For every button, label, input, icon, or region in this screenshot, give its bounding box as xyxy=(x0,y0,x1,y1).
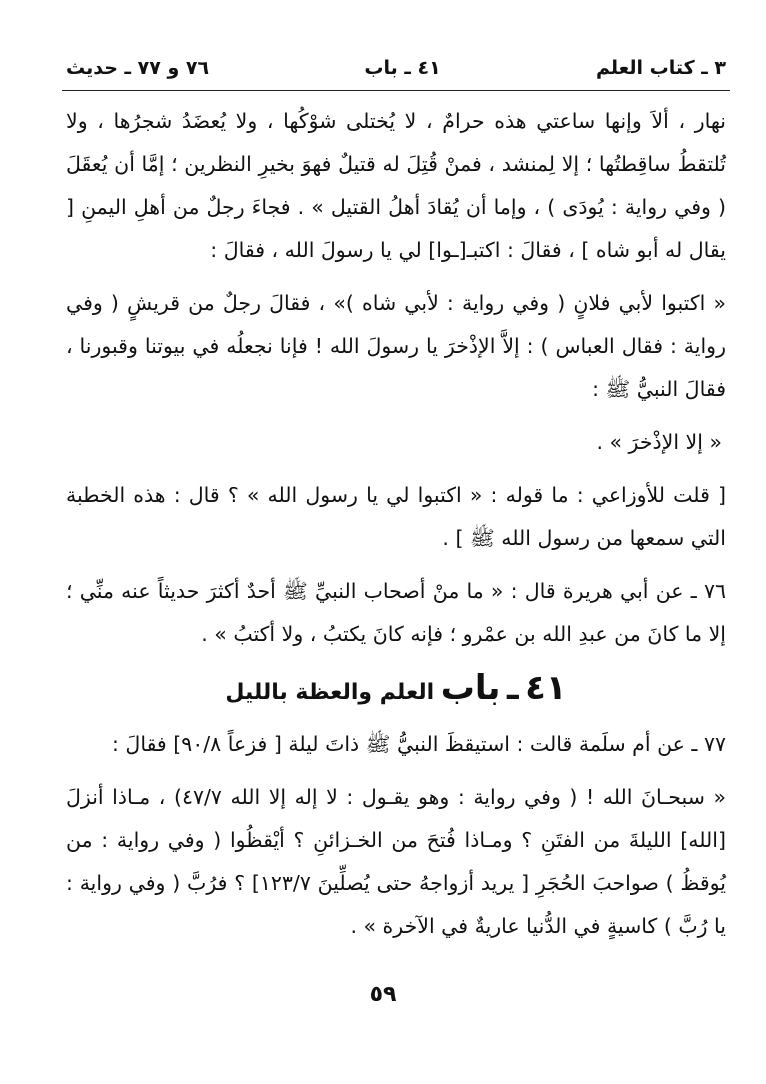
chapter-bab: باب xyxy=(440,668,501,708)
header-chapter: ٤١ ـ باب xyxy=(364,57,441,79)
paragraph-3: « إلا الإذْخرَ » . xyxy=(596,430,722,454)
paragraph-2: « اكتبوا لأبي فلانٍ ( وفي رواية : لأبي شاه )» ، فقالَ رجلٌ من قريشٍ ( وفي رواية : فقال العباس ) : إلاَّ الإذْخرَ يا رسولَ الله ! فإنا نجعلُه في بيوتنا وقبورنا ، فقالَ النبيُّ ﷺ : xyxy=(66,291,726,401)
paragraph-1: نهار ، ألاَ وإنها ساعتي هذه حرامٌ ، لا يُختلى شوْكُها ، ولا يُعضَدُ شجرُها ، ولا تُلتقطُ ساقِطتُها ؛ إلا لِمنشد ، فمنْ قُتِلَ له قتيلٌ فهوَ بخيرِ النظرين ؛ إمَّا أن يُعقَلَ ( وفي رواية : يُودَى ) ، وإما أن يُقادَ أهلُ القتيل » . فجاءَ رجلٌ من أهلِ اليمنِ [ يقال له أبو شاه ] ، فقالَ : اكتبـ[ـوا] لي يا رسولَ الله ، فقالَ : xyxy=(66,109,726,262)
chapter-dash: ـ xyxy=(506,668,519,708)
paragraph-4: [ قلت للأوزاعي : ما قوله : « اكتبوا لي يا رسول الله » ؟ قال : هذه الخطبة التي سمعها من رسول الله ﷺ ] . xyxy=(66,483,726,550)
main-text xyxy=(66,100,726,948)
hadith-77-text: « سبحـانَ الله ! ( وفي رواية : وهو يقـول : لا إله إلا الله ٤٧/٧) ، مـاذا أنزلَ [الله] الليلةَ من الفتَنِ ؟ ومـاذا فُتحَ من الخـزائنِ ؟ أيْقظُوا ( وفي رواية : من يُوقظُ ) صواحبَ الحُجَرِ [ يريد أزواجهُ حتى يُصلِّينَ ١٢٣/٧] ؟ فرُبَّ ( وفي رواية : يا رُبَّ ) كاسيةٍ في الدُّنيا عاريةٌ في الآخرة » . xyxy=(66,785,727,938)
header-divider xyxy=(62,90,730,91)
chapter-number: ٤١ xyxy=(525,668,567,708)
hadith-76: ٧٦ ـ عن أبي هريرة قال : « ما منْ أصحاب النبيِّ ﷺ أحدٌ أكثرَ حديثاً عنه منِّي ؛ إلا ما كانَ من عبدِ الله بن عمْرو ؛ فإنه كانَ يكتبُ ، ولا أكتبُ » . xyxy=(66,579,726,646)
chapter-heading xyxy=(66,664,726,717)
header-book-title: ٣ ـ كتاب العلم xyxy=(595,57,726,79)
running-header xyxy=(66,50,726,86)
chapter-title: العلم والعظة بالليل xyxy=(225,680,435,705)
header-hadith-range: ٧٦ و ٧٧ ـ حديث xyxy=(66,57,210,79)
hadith-77: ٧٧ ـ عن أم سلَمة قالت : استيقظَ النبيُّ ﷺ ذاتَ ليلة [ فزعاً ٩٠/٨] فقالَ : xyxy=(112,732,726,756)
page-number: ٥٩ xyxy=(369,982,397,1007)
